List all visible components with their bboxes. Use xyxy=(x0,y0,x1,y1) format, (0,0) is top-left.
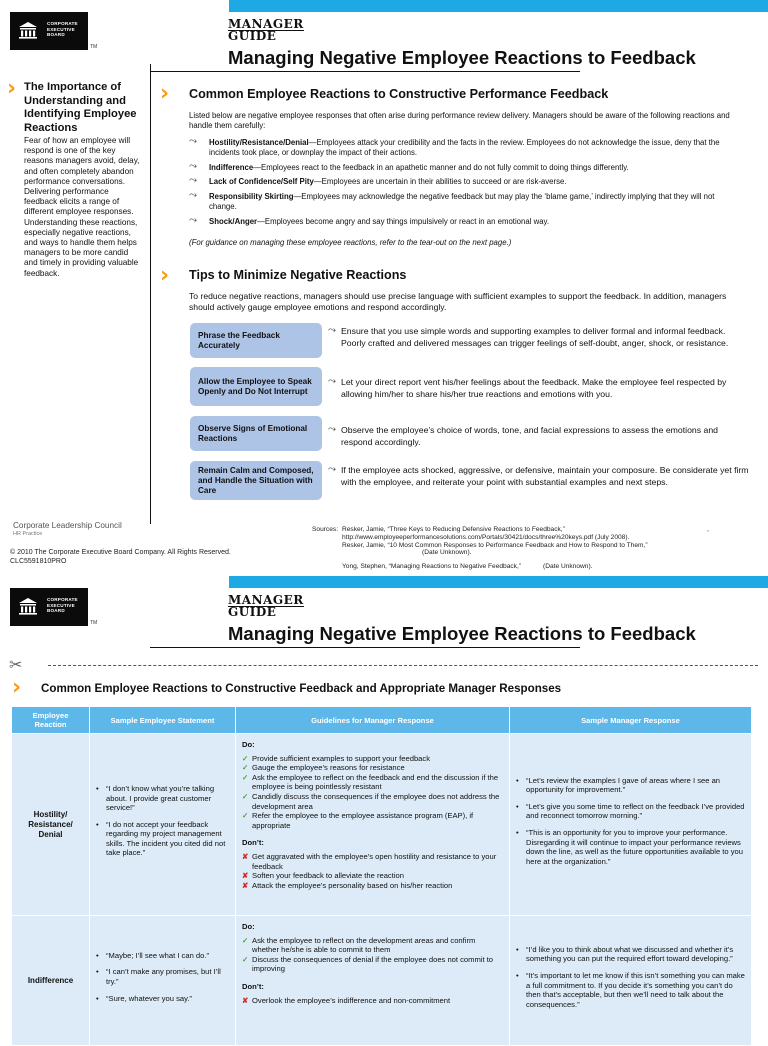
list-item: ⤳ Hostility/Resistance/Denial—Employees attack your credibility and the facts in the review. Employees do not acknowledge the issue, deny that the incidents took place, or downplay the impact of their actions. xyxy=(189,136,720,157)
reactions-list xyxy=(189,138,734,232)
tip-label: Allow the Employee to Speak Openly and Do Not Interrupt xyxy=(190,367,322,406)
column-header: Sample Employee Statement xyxy=(90,707,236,734)
list-item: ⤳ Indifference—Employees react to the feedback in an apathetic manner and do not fully commit to doing things differently. xyxy=(189,160,629,172)
council-name: Corporate Leadership Council xyxy=(13,521,122,530)
reactions-intro: Listed below are negative employee responses that often arise during performance review delivery. Managers should be aware of the following reactions and handle them carefully: xyxy=(189,111,730,130)
arrow-bullet-icon: ⤳ xyxy=(328,424,336,435)
response-cell: • “I’d like you to think about what we discussed and whether it’s something you can put the required effort toward developing.” • “It’s important to let me know if this isn’t something you can make a full commitment to. If you decide it’s something you can’t do then that’s acceptable, but then we’ll need to talk about the consequences.” xyxy=(510,916,752,1046)
title-rule xyxy=(150,647,580,648)
reactions-table xyxy=(11,706,752,1046)
check-icon: ✓ xyxy=(242,772,249,782)
response-cell: • “Let’s review the examples I gave of areas where I see an opportunity for improvement.” • “Let’s give you some time to reflect on the feedback I’ve provided and reconnect tomorrow morning.” • “This is an opportunity for you to improve your performance. Disregarding it will continue to impact your performance reviews down the line, as well as the future opportunities available to you here at the organization.” xyxy=(510,734,752,916)
check-icon: ✓ xyxy=(242,935,249,945)
trademark: TM xyxy=(90,620,98,626)
column-header: Guidelines for Manager Response xyxy=(236,707,510,734)
tips-intro: To reduce negative reactions, managers should use precise language with sufficient examples to support the feedback. In addition, managers should actively gauge employee emotions and respond accordingly. xyxy=(189,291,727,312)
copyright: © 2010 The Corporate Executive Board Company. All Rights Reserved. CLC5591810PRO xyxy=(10,549,231,565)
manager-guide-logo: MANAGER GUIDE xyxy=(228,593,304,619)
arrow-bullet-icon: ⤳ xyxy=(328,325,336,336)
sidebar-divider xyxy=(150,64,151,524)
check-icon: ✓ xyxy=(242,753,249,763)
company-logo xyxy=(10,12,88,50)
chevron-right-icon: › xyxy=(7,76,17,101)
building-logo-icon xyxy=(18,20,38,40)
check-icon: ✓ xyxy=(242,763,249,773)
company-logo xyxy=(10,588,88,626)
header-accent-bar xyxy=(229,0,768,12)
page-title: Managing Negative Employee Reactions to Feedback xyxy=(228,47,696,68)
header-accent-bar xyxy=(229,576,768,588)
arrow-bullet-icon: ⤳ xyxy=(328,376,336,387)
arrow-bullet-icon: ⤳ xyxy=(189,190,197,202)
x-icon: ✘ xyxy=(242,871,249,881)
scissors-icon: ✂ xyxy=(9,657,23,674)
list-item: ⤳ Lack of Confidence/Self Pity—Employees are uncertain in their abilities to succeed or are risk-averse. xyxy=(189,175,567,187)
sidebar-body: Fear of how an employee will respond is one of the key reasons managers avoid, delay, and often completely abandon performance conversations. Delivering performance feedback elicits a range of different employee responses. Understanding these reactions, especially negative reactions, and ways to handle them helps managers to be more candid and timely in providing valuable feedback. xyxy=(24,136,140,278)
logo-text: CORPORATE EXECUTIVE BOARD xyxy=(47,21,78,38)
arrow-bullet-icon: ⤳ xyxy=(189,214,197,226)
list-item: ⤳ Responsibility Skirting—Employees may acknowledge the negative feedback but may play the ‘blame game,’ indirectly implying that they will not change. xyxy=(189,190,715,211)
tip-text: Ensure that you use simple words and supporting examples to deliver formal and informal feedback. Poorly crafted and delivered messages can trigger feelings of self-doubt, anger, shock, or resistance. xyxy=(341,326,729,348)
manager-guide-logo: MANAGER GUIDE xyxy=(228,17,304,43)
reaction-cell: Hostility/ Resistance/ Denial xyxy=(12,734,90,916)
statement-cell: • “I don’t know what you’re talking about. I provide great customer service!” • “I do not accept your feedback regarding my project management skills. The incident you cited did not take place.” xyxy=(90,734,236,916)
tip-text: If the employee acts shocked, aggressive, or defensive, maintain your composure. Be considerate yet firm with the employee, and reiterate your point with substantial examples and next steps. xyxy=(341,465,749,487)
tear-line xyxy=(48,665,758,666)
tearout-note: (For guidance on managing these employee reactions, refer to the tear-out on the next page.) xyxy=(189,238,512,247)
title-rule xyxy=(150,71,580,72)
tip-text: Observe the employee’s choice of words, tone, and facial expressions to assess the emotions and respond accordingly. xyxy=(341,425,718,447)
arrow-bullet-icon: ⤳ xyxy=(328,464,336,475)
check-icon: ✓ xyxy=(242,811,249,821)
chevron-right-icon: › xyxy=(160,81,170,106)
table-row xyxy=(12,734,752,916)
x-icon: ✘ xyxy=(242,880,249,890)
tip-label: Phrase the Feedback Accurately xyxy=(190,323,322,358)
sidebar-heading: The Importance of Understanding and Identifying Employee Reactions xyxy=(24,81,137,134)
practice-name: HR Practice xyxy=(13,531,43,537)
building-logo-icon xyxy=(18,596,38,616)
arrow-bullet-icon: ⤳ xyxy=(189,136,197,147)
sources-list: Resker, Jamie, “Three Keys to Reducing Defensive Reactions to Feedback,” http://www.employeeperformancesolutions.com/Portals/30421/docs/three%20keys.pdf (July 2008). Resker, Jamie, “10 Most Common Responses to Performance Feedback and How to Respond to Them,” (Date Unknown). Yong, Stephen, “Managing Reactions to Negative Feedback,” (Date Unknown). xyxy=(342,526,648,571)
tearout-heading: Common Employee Reactions to Constructive Feedback and Appropriate Manager Responses xyxy=(41,682,562,695)
column-header: Employee Reaction xyxy=(12,707,90,734)
source-trailing-comma: , xyxy=(707,526,709,533)
x-icon: ✘ xyxy=(242,995,249,1005)
list-item: ⤳ Shock/Anger—Employees become angry and say things impulsively or react in an emotional way. xyxy=(189,214,550,226)
logo-text: CORPORATE EXECUTIVE BOARD xyxy=(47,597,78,614)
check-icon: ✓ xyxy=(242,954,249,964)
statement-cell: • “Maybe; I’ll see what I can do.” • “I can’t make any promises, but I’ll try.” • “Sure, whatever you say.” xyxy=(90,916,236,1046)
tip-label: Observe Signs of Emotional Reactions xyxy=(190,416,322,451)
arrow-bullet-icon: ⤳ xyxy=(189,175,197,187)
arrow-bullet-icon: ⤳ xyxy=(189,160,197,172)
tip-text: Let your direct report vent his/her feelings about the feedback. Make the employee feel respected by allowing him/her to share his/her true reactions and emotions with you. xyxy=(341,377,727,399)
guidelines-cell: Do: ✓ Provide sufficient examples to support your feedback ✓ Gauge the employee’s reasons for resistance ✓ Ask the employee to reflect on the feedback and end the discussion if the employee is being pointlessly resistant ✓ Candidly discuss the consequences if the employee does not address the development area ✓ Refer the employee to the employee assistance program (EAP), if appropriate Don’t: ✘ Get aggravated with the employee’s open hostility and resistance to your feedback ✘ Soften your feedback to alleviate the reaction ✘ Attack the employee’s personality based on his/her reaction xyxy=(236,734,510,916)
section-heading-reactions: Common Employee Reactions to Constructive Performance Feedback xyxy=(189,87,609,101)
sources-label: Sources: xyxy=(312,526,339,533)
trademark: TM xyxy=(90,44,98,50)
tip-label: Remain Calm and Composed, and Handle the Situation with Care xyxy=(190,461,322,500)
page-title: Managing Negative Employee Reactions to Feedback xyxy=(228,623,696,644)
reaction-cell: Indifference xyxy=(12,916,90,1046)
chevron-right-icon: › xyxy=(12,675,22,700)
column-header: Sample Manager Response xyxy=(510,707,752,734)
chevron-right-icon: › xyxy=(160,263,170,288)
table-row xyxy=(12,916,752,1046)
guidelines-cell: Do: ✓ Ask the employee to reflect on the development areas and confirm whether he/she is able to commit to them ✓ Discuss the consequences of denial if the employee does not commit to improving Don’t: ✘ Overlook the employee’s indifference and non-commitment xyxy=(236,916,510,1046)
section-heading-tips: Tips to Minimize Negative Reactions xyxy=(189,268,407,282)
check-icon: ✓ xyxy=(242,791,249,801)
x-icon: ✘ xyxy=(242,851,249,861)
